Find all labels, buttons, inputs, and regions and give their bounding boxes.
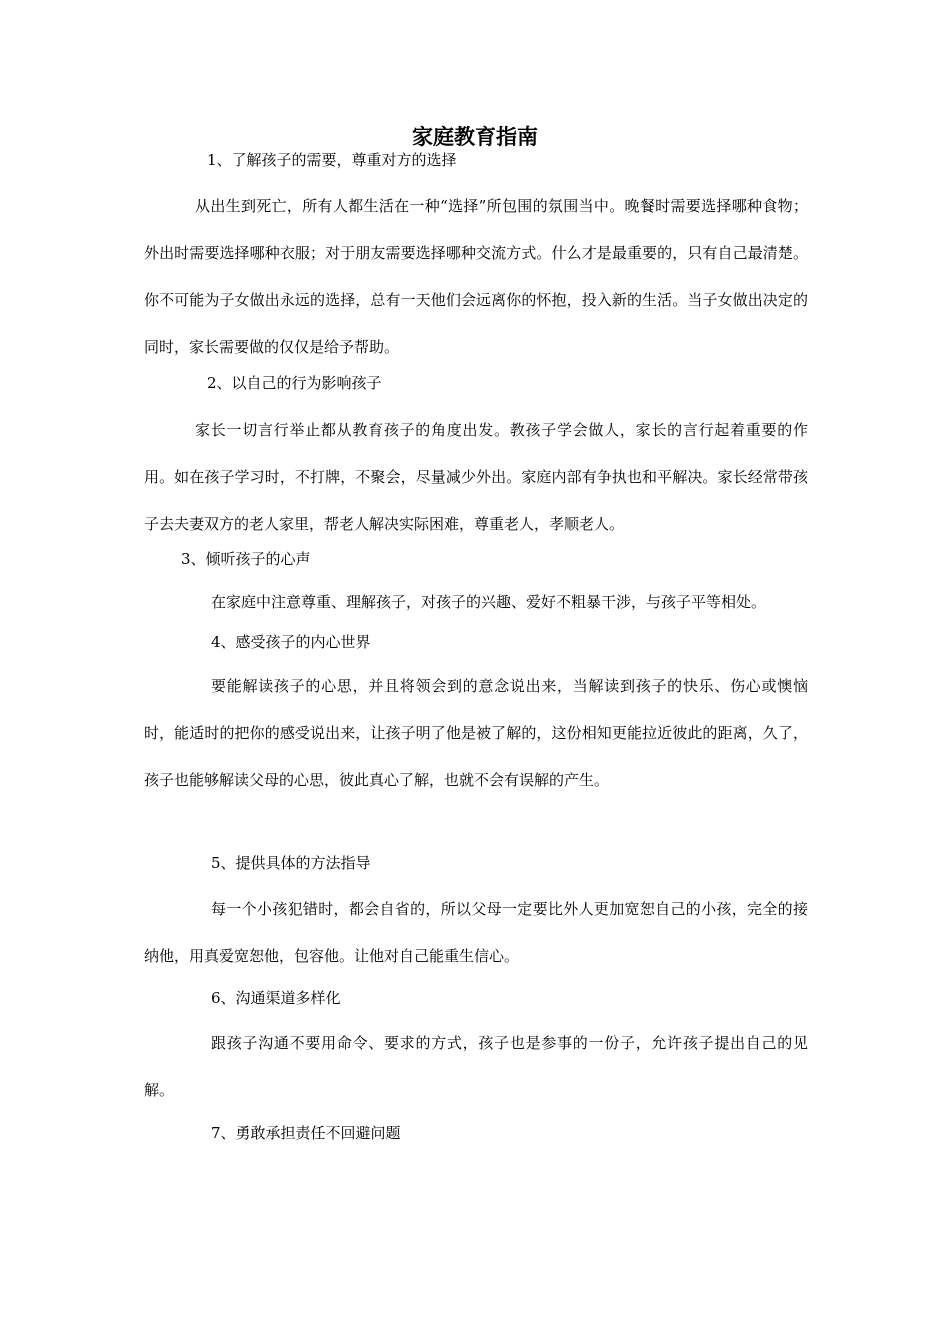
section-2-heading: 2、以自己的行为影响孩子 (207, 374, 382, 392)
section-3-paragraph: 在家庭中注意尊重、理解孩子，对孩子的兴趣、爱好不粗暴干涉，与孩子平等相处。 (211, 593, 767, 611)
section-4-paragraph: 要能解读孩子的心思，并且将领会到的意念说出来，当解读到孩子的快乐、伤心或懊恼时，能适时的把你的感受说出来，让孩子明了他是被了解的，这份相知更能拉近彼此的距离，久了，孩子也能够解读父母的心思，彼此真心了解，也就不会有误解的产生。 (144, 677, 808, 789)
section-1-paragraph: 从出生到死亡，所有人都生活在一种“选择”所包围的氛围当中。晚餐时需要选择哪种食物；外出时需要选择哪种衣服；对于朋友需要选择哪种交流方式。什么才是最重要的，只有自己最清楚。你不可能为子女做出永远的选择，总有一天他们会远离你的怀抱，投入新的生活。当子女做出决定的同时，家长需要做的仅仅是给予帮助。 (144, 197, 808, 356)
section-7-heading: 7、勇敢承担责任不回避问题 (211, 1124, 401, 1142)
section-2-paragraph: 家长一切言行举止都从教育孩子的角度出发。教孩子学会做人，家长的言行起着重要的作用。如在孩子学习时，不打牌，不聚会，尽量减少外出。家庭内部有争执也和平解决。家长经常带孩子去夫妻双方的老人家里，帮老人解决实际困难，尊重老人，孝顺老人。 (144, 421, 808, 533)
document-title: 家庭教育指南 (412, 125, 538, 149)
section-6-paragraph: 跟孩子沟通不要用命令、要求的方式，孩子也是参事的一份子，允许孩子提出自己的见解。 (144, 1034, 808, 1099)
section-5-paragraph: 每一个小孩犯错时，都会自省的，所以父母一定要比外人更加宽恕自己的小孩，完全的接纳他，用真爱宽恕他，包容他。让他对自己能重生信心。 (144, 900, 808, 965)
section-1-heading: 1、了解孩子的需要，尊重对方的选择 (207, 151, 457, 169)
section-3-heading: 3、倾听孩子的心声 (181, 550, 311, 568)
section-5-heading: 5、提供具体的方法指导 (211, 854, 371, 872)
section-4-heading: 4、感受孩子的内心世界 (211, 633, 371, 651)
section-6-heading: 6、沟通渠道多样化 (211, 989, 341, 1007)
